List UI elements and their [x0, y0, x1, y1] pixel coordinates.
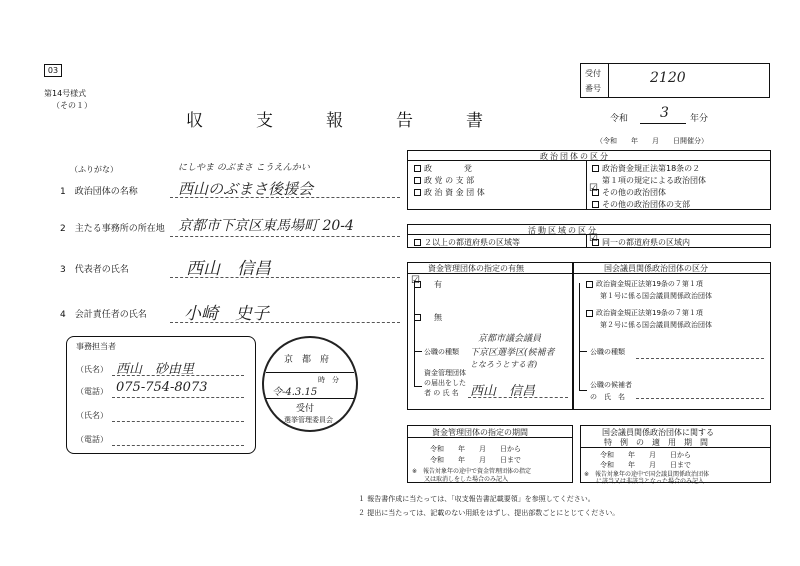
- check-icon: ☑: [589, 183, 598, 194]
- diet-candidate-label: 公職の候補者: [590, 381, 632, 389]
- staff-tel-label: （電話）: [76, 435, 108, 444]
- office-type-label: 公職の種類: [424, 348, 459, 356]
- applicant-value: 西山 信昌: [470, 384, 536, 399]
- diet-option: 第１号に係る国会議員関係政治団体: [600, 292, 712, 300]
- special-period-to: 令和 年 月 日まで: [600, 461, 691, 469]
- title-char: 告: [396, 111, 413, 131]
- activity-title: 活動区域の区分: [528, 226, 598, 235]
- fund-no-option: 無: [414, 312, 442, 323]
- report-year: 3: [660, 105, 669, 121]
- office-type-value: 下京区選挙区(候補者: [470, 348, 555, 358]
- year-unit: 年分: [690, 114, 709, 124]
- office-address-value: 京都市下京区東馬場町 20-4: [178, 218, 354, 234]
- staff-name-label: （氏名）: [76, 411, 108, 420]
- fund-period-title: 資金管理団体の指定の期間: [432, 428, 528, 437]
- special-period-note: ※ 報告対象年の途中で国会議員関係政治団体: [584, 471, 710, 478]
- representative-label: 3 代表者の氏名: [60, 265, 129, 275]
- furigana-label: （ふりがな）: [70, 165, 118, 174]
- special-period-note: に該当又は非該当となった場合のみ記入: [596, 478, 705, 485]
- form-sub: （その１）: [52, 101, 92, 110]
- representative-value: 西山 信昌: [186, 259, 271, 279]
- org-type-option: 政治資金規正法第18条の２: [592, 163, 700, 174]
- org-type-option: その他の政治団体の支部: [592, 199, 690, 210]
- staff-title: 事務担当者: [76, 342, 116, 351]
- activity-option: ２以上の都道府県の区域等: [414, 237, 520, 248]
- diet-candidate-label: の 氏 名: [590, 393, 625, 401]
- title-char: 書: [466, 111, 483, 131]
- check-icon: ☑: [589, 233, 598, 244]
- title-char: 支: [256, 111, 273, 131]
- org-name-value: 西山のぶまさ後援会: [178, 180, 314, 198]
- applicant-label: の届出をした: [424, 379, 466, 387]
- form-style: 第14号様式: [44, 89, 87, 98]
- title-char: 報: [326, 111, 343, 131]
- applicant-label: 資金管理団体: [424, 369, 466, 377]
- form-code: 03: [44, 64, 62, 77]
- accountant-value: 小崎 史子: [184, 304, 269, 324]
- fund-yes-option: 有: [414, 279, 442, 290]
- meeting-date-note: （令和 年 月 日開催分）: [596, 137, 708, 145]
- office-type-value: 京都市議会議員: [478, 334, 542, 344]
- fund-mgmt-title: 資金管理団体の指定の有無: [428, 264, 524, 273]
- era-label: 令和: [610, 114, 629, 124]
- stamp-date: 令-4.3.15: [272, 387, 318, 398]
- diet-title: 国会議員関係政治団体の区分: [604, 264, 708, 273]
- furigana-value: にしやま のぶまさ こうえんかい: [178, 163, 310, 173]
- staff-tel-value: 075-754-8073: [116, 380, 208, 395]
- accountant-label: 4 会計責任者の氏名: [60, 310, 147, 320]
- special-period-title: 特 例 の 適 用 期 間: [604, 438, 708, 447]
- org-type-option: その他の政治団体: [592, 187, 666, 198]
- stamp-prefecture: 京 都 府: [284, 355, 330, 365]
- title-char: 収: [186, 111, 203, 131]
- org-type-option: 政 治 資 金 団 体: [414, 187, 485, 198]
- fund-period-note: ※ 報告対象年の途中で資金管理団体の指定: [412, 468, 532, 475]
- stamp-committee: 選挙管理委員会: [284, 416, 333, 424]
- special-period-from: 令和 年 月 日から: [600, 451, 691, 459]
- org-type-option: 第１項の規定による政治団体: [602, 176, 706, 185]
- applicant-label: 者 の 氏 名: [424, 389, 459, 397]
- fund-period-from: 令和 年 月 日から: [430, 445, 521, 453]
- office-type-value: となろうとする者): [470, 360, 538, 369]
- diet-office-type-label: 公職の種類: [590, 348, 625, 356]
- footer-note: １ 報告書作成に当たっては、「収支報告書記載要領」を参照してください。: [358, 495, 595, 503]
- org-type-option: 政 党: [414, 163, 472, 174]
- org-type-option: 政 党 の 支 部: [414, 175, 474, 186]
- staff-name-label: （氏名）: [76, 365, 108, 374]
- diet-option: 第２号に係る国会議員関係政治団体: [600, 321, 712, 329]
- receipt-number: 2120: [650, 70, 686, 86]
- check-icon: ☑: [411, 275, 420, 286]
- fund-period-note: 又は取消しをした場合のみ記入: [424, 476, 509, 483]
- staff-tel-label: （電話）: [76, 387, 108, 396]
- diet-option: 政治資金規正法第19条の７第１項: [586, 279, 703, 289]
- footer-note: ２ 提出に当たっては、記載のない用紙をはずし、提出部数ごとにとじてください。: [358, 509, 620, 517]
- activity-option: 同一の都道府県の区域内: [592, 237, 690, 248]
- special-period-title: 国会議員関係政治団体に関する: [602, 428, 714, 437]
- org-type-title: 政治団体の区分: [540, 152, 610, 161]
- staff-name-value: 西山 砂由里: [116, 362, 195, 377]
- org-name-label: 1 政治団体の名称: [60, 187, 138, 197]
- stamp-time: 時 分: [318, 376, 339, 384]
- receipt-label: 番号: [585, 84, 601, 93]
- stamp-received: 受付: [296, 404, 315, 414]
- diet-option: 政治資金規正法第19条の７第１項: [586, 308, 703, 318]
- office-address-label: 2 主たる事務所の所在地: [60, 224, 165, 234]
- fund-period-to: 令和 年 月 日まで: [430, 456, 521, 464]
- receipt-label: 受付: [585, 69, 601, 78]
